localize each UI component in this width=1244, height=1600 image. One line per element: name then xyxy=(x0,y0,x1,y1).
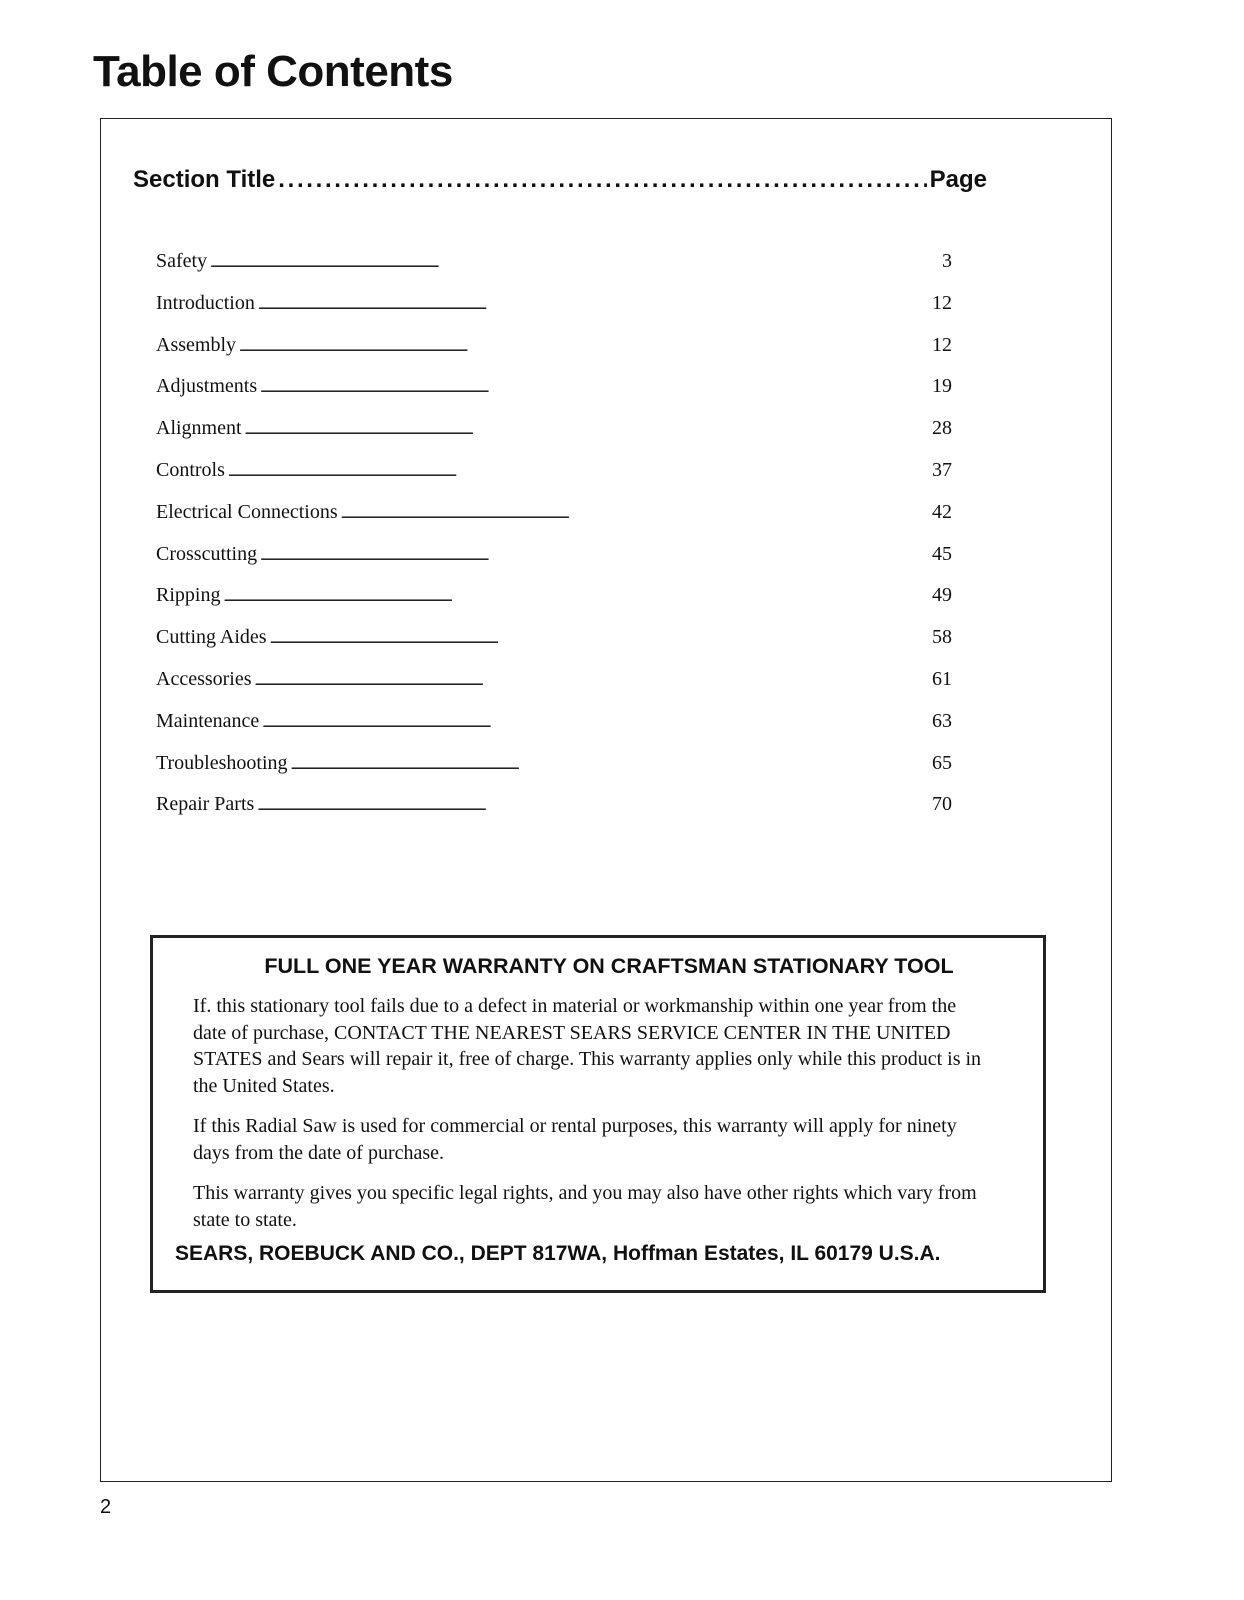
toc-entry-title: Crosscutting xyxy=(156,542,258,565)
toc-entry-page: 3 xyxy=(942,250,952,272)
toc-entry xyxy=(156,500,952,542)
toc-entry-page: 42 xyxy=(932,500,952,523)
toc-entry xyxy=(156,416,952,458)
toc-entry-title: Alignment xyxy=(156,417,242,440)
toc-entry-title: Controls xyxy=(156,458,225,481)
toc-header xyxy=(133,166,987,194)
toc-entry xyxy=(156,249,952,291)
toc-entry xyxy=(156,374,952,416)
toc-entry-page: 37 xyxy=(932,458,952,481)
toc-entry-title: Repair Parts xyxy=(156,793,255,816)
toc-entry-title: Maintenance xyxy=(156,709,260,732)
warranty-address: SEARS, ROEBUCK AND CO., DEPT 817WA, Hoffman Estates, IL 60179 U.S.A. xyxy=(175,1242,941,1265)
warranty-paragraph: If this Radial Saw is used for commercial or rental purposes, this warranty will apply for ninety days from the date of purchase. xyxy=(193,1115,957,1164)
toc-entry xyxy=(156,333,952,375)
toc-entry-page: 19 xyxy=(932,375,952,398)
toc-entry-page: 61 xyxy=(932,667,952,690)
toc-entry-page: 12 xyxy=(932,291,952,314)
warranty-title: FULL ONE YEAR WARRANTY ON CRAFTSMAN STATIONARY TOOL xyxy=(264,954,954,978)
toc-entry-page: 45 xyxy=(932,542,952,565)
dot-leader xyxy=(210,249,939,276)
dot-leader xyxy=(228,458,929,485)
toc-entry-title: Safety xyxy=(156,250,208,272)
section-title-label: Section Title xyxy=(133,166,276,193)
toc-entry-title: Introduction xyxy=(156,291,255,314)
dot-leader xyxy=(245,416,929,443)
toc-entry-title: Accessories xyxy=(156,667,252,690)
toc-entry xyxy=(156,709,952,751)
toc-entry-page: 65 xyxy=(932,751,952,774)
toc-entry-page: 70 xyxy=(932,793,952,816)
dot-leader xyxy=(239,333,929,360)
dot-leader xyxy=(260,542,929,569)
dot-leader xyxy=(341,500,929,527)
toc-entry-page: 28 xyxy=(932,417,952,440)
dot-leader xyxy=(270,625,929,652)
dot-leader xyxy=(278,166,926,194)
toc-entry-title: Troubleshooting xyxy=(156,751,288,774)
toc-entry-page: 12 xyxy=(932,333,952,356)
toc-entry-page: 49 xyxy=(932,584,952,607)
dot-leader xyxy=(223,583,929,610)
toc-entry-title: Assembly xyxy=(156,333,236,356)
toc-entry xyxy=(156,583,952,625)
toc-entry-title: Ripping xyxy=(156,584,221,607)
dot-leader xyxy=(262,709,929,736)
toc-entry xyxy=(156,625,952,667)
toc-entry xyxy=(156,792,952,834)
toc-entry xyxy=(156,458,952,500)
toc-list xyxy=(156,249,952,834)
toc-entry-page: 58 xyxy=(932,626,952,649)
dot-leader xyxy=(257,792,929,819)
dot-leader xyxy=(255,667,929,694)
toc-entry xyxy=(156,751,952,793)
warranty-paragraph: If. this stationary tool fails due to a defect in material or workmanship within one year from the date of purchase, CONTACT THE NEAREST SEARS SERVICE CENTER IN THE UNITED STATES and Sears will repair it, free of charge. This warranty applies only while this product is in the United States. xyxy=(193,995,982,1097)
toc-entry xyxy=(156,667,952,709)
toc-entry-page: 63 xyxy=(932,709,952,732)
dot-leader xyxy=(258,291,929,318)
toc-entry-title: Electrical Connections xyxy=(156,500,338,523)
toc-entry xyxy=(156,291,952,333)
warranty-box xyxy=(150,935,1046,1293)
page-label: Page xyxy=(929,166,987,193)
warranty-paragraph: This warranty gives you specific legal rights, and you may also have other rights which vary from state to state. xyxy=(193,1182,977,1231)
dot-leader xyxy=(291,751,929,778)
page-number: 2 xyxy=(100,1496,112,1518)
dot-leader xyxy=(260,374,929,401)
toc-entry-title: Adjustments xyxy=(156,375,258,398)
toc-entry-title: Cutting Aides xyxy=(156,626,267,649)
toc-entry xyxy=(156,542,952,584)
page-title: Table of Contents xyxy=(93,47,453,96)
